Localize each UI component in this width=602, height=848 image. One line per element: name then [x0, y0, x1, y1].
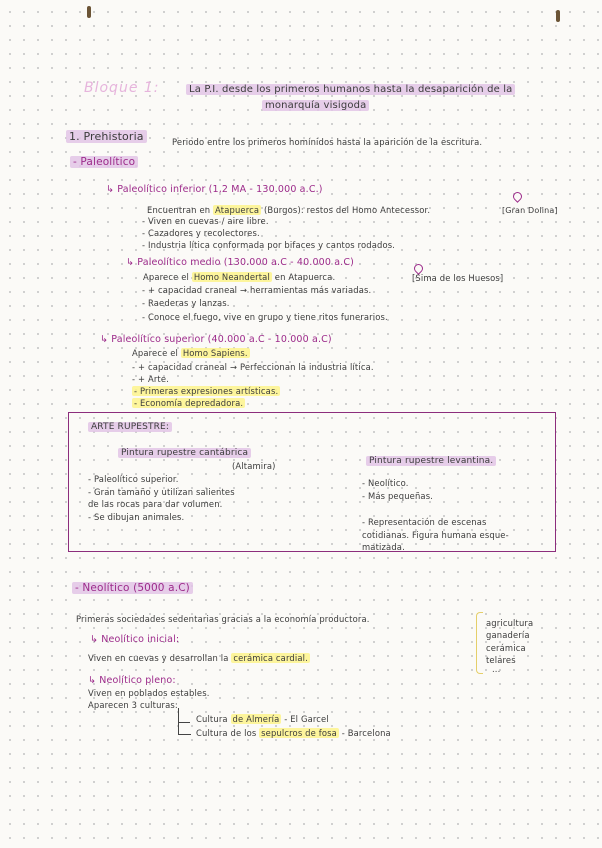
inferior-line2: - Viven en cuevas / aire libre. [142, 216, 269, 226]
economy-item: agricultura [486, 618, 534, 628]
title-line2: monarquía visigoda [262, 100, 369, 111]
superior-line4: - Primeras expresiones artísticas. [134, 386, 279, 396]
superior-line2: - + capacidad craneal → Perfeccionan la industria lítica. [132, 362, 374, 372]
superior-line1: Aparece el Homo Sapiens. [132, 348, 248, 358]
medio-line1: Aparece el Homo Neandertal en Atapuerca. [143, 272, 336, 282]
binder-clip-right [556, 10, 560, 22]
culture-sepulcros: Cultura de los sepulcros de fosa - Barcelona [196, 728, 391, 738]
neolitico-heading: - Neolítico (5000 a.C) [72, 582, 193, 594]
economy-item: ... [492, 664, 501, 674]
paleolitico-heading: - Paleolítico [70, 156, 138, 168]
levantina-item: cotidianas. Figura humana esque- [362, 530, 509, 540]
levantina-title: Pintura rupestre levantina. [366, 456, 496, 466]
superior-line3: - + Arte. [132, 374, 169, 384]
paleolitico-superior-heading: ↳ Paleolítico superior (40.000 a.C - 10.000 a.C) [100, 334, 332, 345]
bloque-label: Bloque 1: [84, 80, 160, 96]
cantabrica-item: - Paleolítico superior. [88, 474, 179, 484]
levantina-item: matizada. [362, 542, 405, 552]
levantina-item: - Representación de escenas [362, 517, 487, 527]
inferior-line1: Encuentran en Atapuerca (Burgos): restos del Homo Antecessor. [147, 205, 431, 215]
superior-line5: - Economía depredadora. [134, 398, 244, 408]
economy-item: cerámica [486, 643, 526, 653]
neolitico-intro: Primeras sociedades sedentarias gracias a la economía productora. [76, 614, 370, 624]
medio-line4: - Conoce el fuego, vive en grupo y tiene ritos funerarios. [142, 312, 388, 322]
binder-clip-left [87, 6, 91, 18]
inferior-line3: - Cazadores y recolectores. [142, 228, 260, 238]
arte-rupestre-heading: ARTE RUPESTRE: [88, 422, 172, 432]
location-pin-icon [511, 190, 524, 203]
medio-line2: - + capacidad craneal → herramientas más variadas. [142, 285, 372, 295]
inferior-line4: - Industria lítica conformada por bifaces y cantos rodados. [142, 240, 396, 250]
cantabrica-item: - Gran tamaño y utilizan salientes [88, 487, 235, 497]
title-line1: La P.I. desde los primeros humanos hasta la desaparición de la [186, 84, 515, 95]
levantina-item: - Más pequeñas. [362, 491, 434, 501]
cantabrica-item: - Se dibujan animales. [88, 512, 185, 522]
economy-brace [476, 612, 483, 674]
section-prehistoria-heading: 1. Prehistoria [66, 130, 147, 143]
cantabrica-subtitle: (Altamira) [232, 461, 276, 471]
cantabrica-title: Pintura rupestre cantábrica [118, 448, 251, 458]
prehistoria-definition: Periodo entre los primeros homínidos hasta la aparición de la escritura. [172, 137, 483, 147]
inferior-gran-dolina-tag: [Gran Dolina] [502, 206, 558, 215]
paleolitico-medio-heading: ↳ Paleolítico medio (130.000 a.C - 40.000 a.C) [126, 257, 354, 268]
medio-line3: - Raederas y lanzas. [142, 298, 230, 308]
inicial-line1: Viven en cuevas y desarrollan la cerámica cardial. [88, 653, 308, 663]
neolitico-inicial-heading: ↳ Neolítico inicial: [90, 634, 180, 645]
pleno-line2: Aparecen 3 culturas: [88, 700, 178, 710]
economy-item: ganadería [486, 630, 530, 640]
cultures-branch-line [178, 708, 190, 723]
pleno-line1: Viven en poblados estables. [88, 688, 210, 698]
paleolitico-inferior-heading: ↳ Paleolítico inferior (1,2 MA - 130.000 a.C.) [106, 184, 323, 195]
cantabrica-item: de las rocas para dar volumen. [88, 499, 223, 509]
medio-sima-tag: [Sima de los Huesos] [412, 273, 504, 283]
levantina-item: - Neolítico. [362, 478, 409, 488]
economy-item: telares [486, 655, 516, 665]
culture-almeria: Cultura de Almería - El Garcel [196, 714, 329, 724]
neolitico-pleno-heading: ↳ Neolítico pleno: [88, 675, 176, 686]
